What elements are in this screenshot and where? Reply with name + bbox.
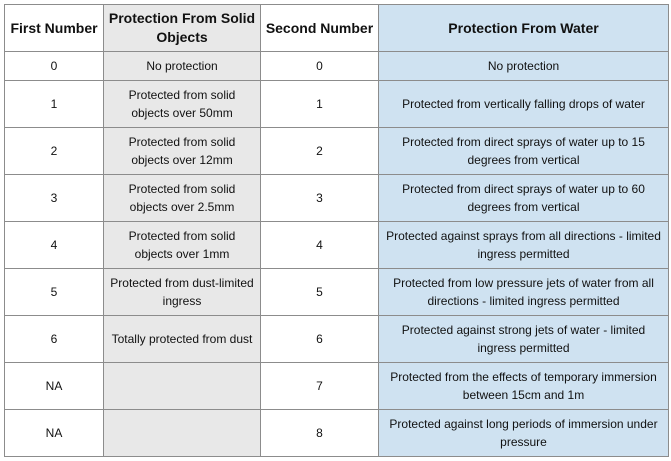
solid-protection-cell: Protected from solid objects over 50mm <box>104 81 261 128</box>
first-number-cell: NA <box>5 363 104 410</box>
table-row <box>5 175 669 222</box>
second-number-cell: 0 <box>261 52 379 81</box>
solid-protection-cell: Protected from solid objects over 12mm <box>104 128 261 175</box>
water-protection-cell: Protected from low pressure jets of water from all directions - limited ingress permitted <box>379 269 669 316</box>
second-number-cell: 3 <box>261 175 379 222</box>
first-number-cell: 1 <box>5 81 104 128</box>
table-row <box>5 410 669 457</box>
first-number-cell: 5 <box>5 269 104 316</box>
water-protection-cell: Protected against strong jets of water - limited ingress permitted <box>379 316 669 363</box>
header-solid-protection: Protection From Solid Objects <box>104 5 261 52</box>
second-number-cell: 6 <box>261 316 379 363</box>
solid-protection-cell <box>104 410 261 457</box>
water-protection-cell: Protected from the effects of temporary immersion between 15cm and 1m <box>379 363 669 410</box>
water-protection-cell: Protected against long periods of immersion under pressure <box>379 410 669 457</box>
solid-protection-cell: Protected from solid objects over 2.5mm <box>104 175 261 222</box>
table-row <box>5 222 669 269</box>
second-number-cell: 1 <box>261 81 379 128</box>
second-number-cell: 5 <box>261 269 379 316</box>
table-row <box>5 81 669 128</box>
second-number-cell: 2 <box>261 128 379 175</box>
solid-protection-cell: Protected from dust-limited ingress <box>104 269 261 316</box>
solid-protection-cell: Protected from solid objects over 1mm <box>104 222 261 269</box>
table-row <box>5 316 669 363</box>
table-row <box>5 128 669 175</box>
second-number-cell: 8 <box>261 410 379 457</box>
first-number-cell: 4 <box>5 222 104 269</box>
header-second-number: Second Number <box>261 5 379 52</box>
water-protection-cell: Protected from direct sprays of water up to 60 degrees from vertical <box>379 175 669 222</box>
first-number-cell: 6 <box>5 316 104 363</box>
table-row <box>5 269 669 316</box>
solid-protection-cell <box>104 363 261 410</box>
first-number-cell: 0 <box>5 52 104 81</box>
table-row <box>5 363 669 410</box>
table-row <box>5 52 669 81</box>
second-number-cell: 4 <box>261 222 379 269</box>
ip-rating-table <box>4 4 669 457</box>
water-protection-cell: Protected from vertically falling drops of water <box>379 81 669 128</box>
solid-protection-cell: No protection <box>104 52 261 81</box>
first-number-cell: 3 <box>5 175 104 222</box>
water-protection-cell: Protected against sprays from all directions - limited ingress permitted <box>379 222 669 269</box>
table-header-row <box>5 5 669 52</box>
water-protection-cell: No protection <box>379 52 669 81</box>
solid-protection-cell: Totally protected from dust <box>104 316 261 363</box>
header-water-protection: Protection From Water <box>379 5 669 52</box>
first-number-cell: 2 <box>5 128 104 175</box>
first-number-cell: NA <box>5 410 104 457</box>
water-protection-cell: Protected from direct sprays of water up to 15 degrees from vertical <box>379 128 669 175</box>
second-number-cell: 7 <box>261 363 379 410</box>
header-first-number: First Number <box>5 5 104 52</box>
